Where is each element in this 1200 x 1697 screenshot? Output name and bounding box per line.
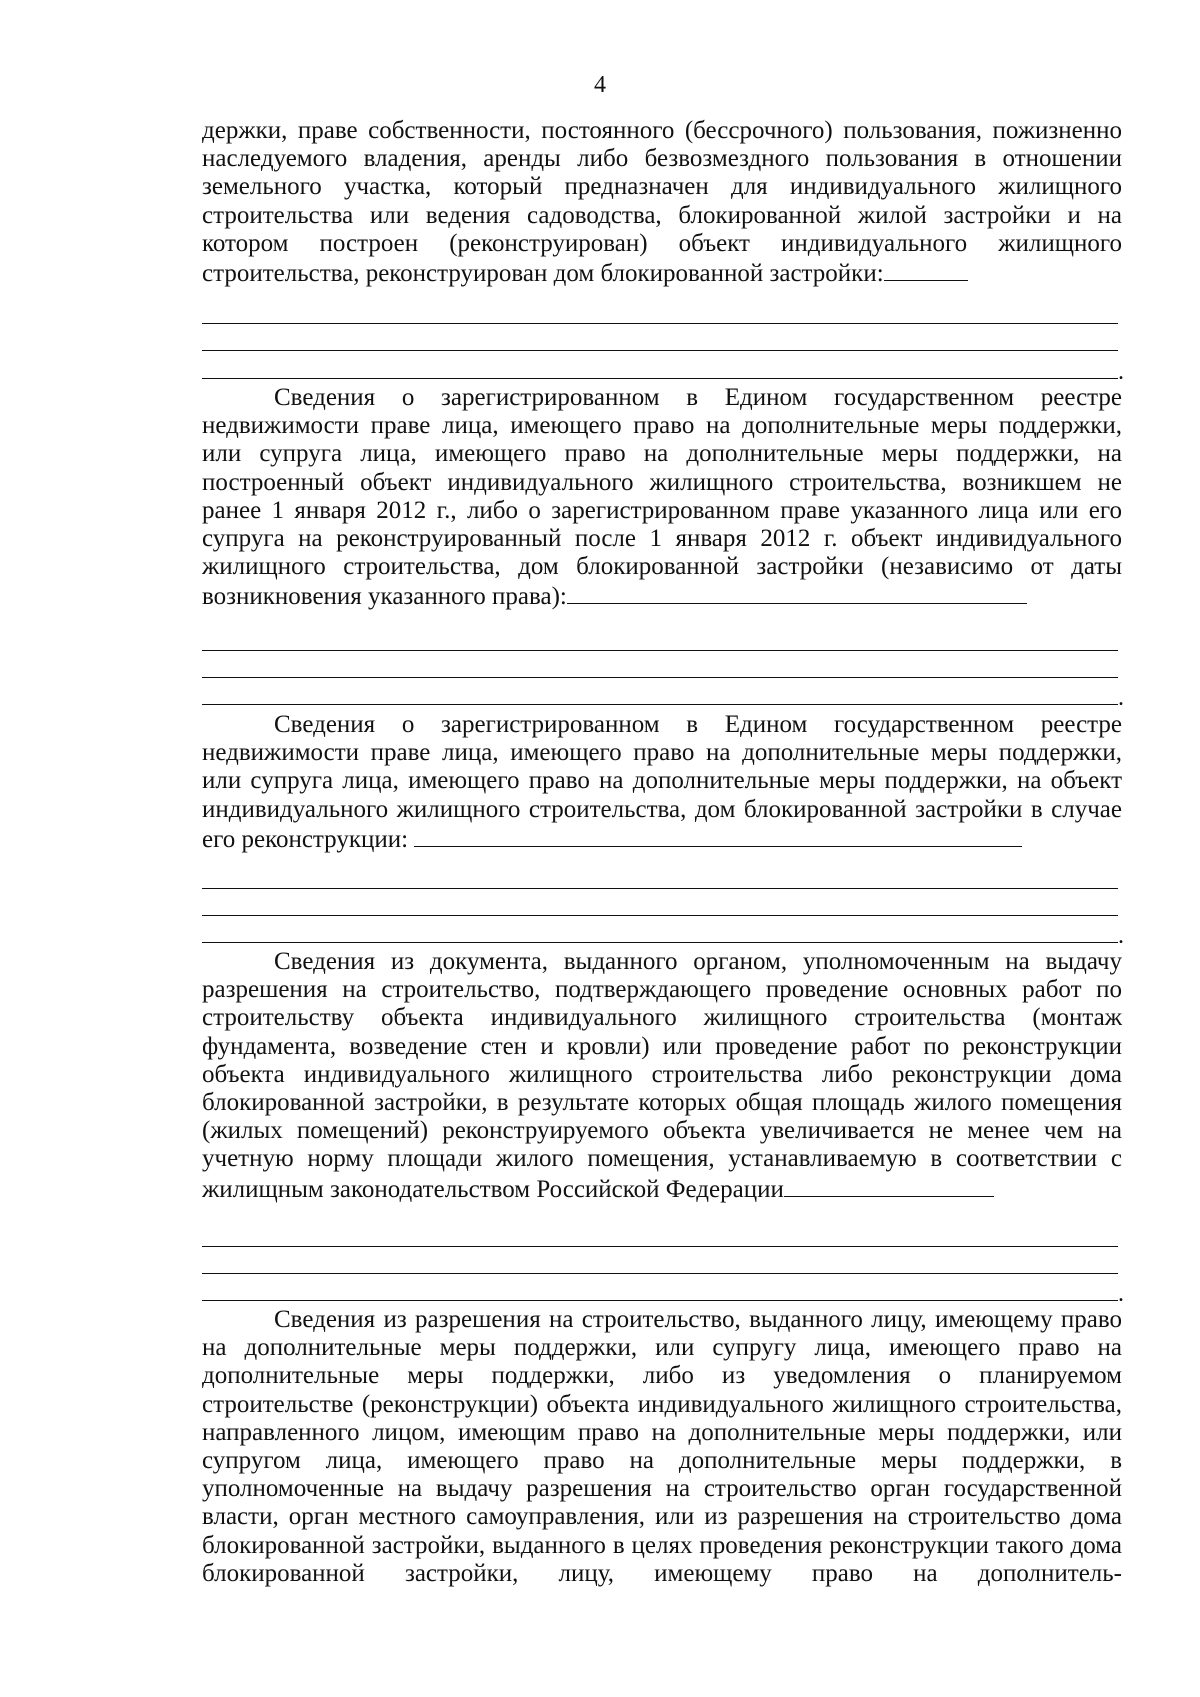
paragraph-text: Сведения из разрешения на строительство, выданного лицу, имеющему право на дополнительные меры поддержки, или супругу лица, имеющего право на дополнительные меры поддержки, либо из уведомления о планируемом строительстве (реконструкции) объекта индивидуального жилищного строительства, направленного лицом, имеющим право на дополнительные меры поддержки, или супругом лица, имеющего право на дополнительные меры поддержки, в уполномоченные на выдачу разрешения на строительство орган государственной власти, орган местного самоуправления, или из разрешения на строительство дома блокированной застройки, выданного в целях проведения реконструкции такого дома блокированной застройки, лицу, имеющему право на дополнитель- bbox=[202, 1306, 1122, 1587]
blank-line bbox=[202, 888, 1118, 889]
blank-line bbox=[202, 942, 1118, 943]
paragraph-land-rights bbox=[202, 117, 1122, 288]
blank-line bbox=[784, 1174, 994, 1197]
paragraph-text: Сведения о зарегистрированном в Едином государственном реестре недвижимости праве лица, имеющего право на дополнительные меры поддержки, или супруга лица, имеющего право на дополнительные меры поддержки, на объект индивидуального жилищного строительства, дом блокированной застройки в случае его реконструкции: bbox=[202, 711, 1122, 853]
blank-line bbox=[202, 677, 1118, 678]
blank-line bbox=[202, 378, 1118, 379]
paragraph-registered-right-built bbox=[202, 384, 1122, 612]
blank-line bbox=[202, 915, 1118, 916]
blank-line bbox=[202, 704, 1118, 705]
blank-line bbox=[202, 1273, 1118, 1274]
page-number: 4 bbox=[594, 72, 606, 98]
paragraph-text: держки, праве собственности, постоянного (бессрочного) пользования, пожизненно наследуемого владения, аренды либо безвозмездного пользования в отношении земельного участка, который предназначен для индивидуального жилищного строительства или ведения садоводства, блокированной жилой застройки и на котором построен (реконструирован) объект индивидуального жилищного строительства, реконструирован дом блокированной застройки: bbox=[202, 117, 1122, 288]
paragraph-text: Сведения из документа, выданного органом, уполномоченным на выдачу разрешения на строительство, подтверждающего проведение основных работ по строительству объекта индивидуального жилищного строительства (монтаж фундамента, возведение стен и кровли) или проведение работ по реконструкции объекта индивидуального жилищного строительства либо реконструкции дома блокированной застройки, в результате которых общая площадь жилого помещения (жилых помещений) реконструируемого объекта увеличивается не менее чем на учетную норму площади жилого помещения, устанавливаемую в соответствии с жилищным законодательством Российской Федерации bbox=[202, 948, 1122, 1203]
paragraph-text: Сведения о зарегистрированном в Едином государственном реестре недвижимости праве лица, имеющего право на дополнительные меры поддержки, или супруга лица, имеющего право на дополнительные меры поддержки, на построенный объект индивидуального жилищного строительства, возникшем не ранее 1 января 2012 г., либо о зарегистрированном праве указанного лица или его супруга на реконструированный после 1 января 2012 г. объект индивидуального жилищного строительства, дом блокированной застройки (независимо от даты возникновения указанного права): bbox=[202, 384, 1122, 611]
line-end-mark: . bbox=[1118, 923, 1124, 949]
blank-line bbox=[202, 1300, 1118, 1301]
blank-line bbox=[202, 650, 1118, 651]
paragraph-construction-permit bbox=[202, 1306, 1122, 1588]
line-end-mark: . bbox=[1118, 1281, 1124, 1307]
paragraph-registered-right-reconstruction bbox=[202, 711, 1122, 854]
paragraph-main-works-document bbox=[202, 948, 1122, 1204]
blank-line bbox=[414, 824, 1022, 847]
blank-line bbox=[202, 323, 1118, 324]
line-end-mark: . bbox=[1118, 685, 1124, 711]
blank-line bbox=[884, 258, 968, 281]
blank-line bbox=[202, 350, 1118, 351]
blank-line bbox=[567, 581, 1027, 604]
line-end-mark: . bbox=[1118, 359, 1124, 385]
blank-line bbox=[202, 1246, 1118, 1247]
